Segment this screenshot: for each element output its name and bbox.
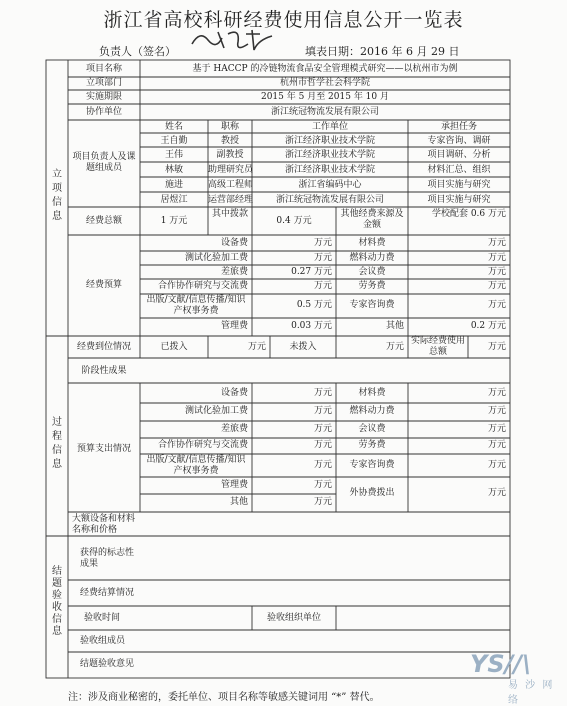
budget-amount: 万元 [487,267,506,277]
spending-item: 材料费 [358,388,386,398]
spending-item: 其他 [229,497,248,507]
member-title: 高级工程师 [208,180,254,190]
watermark-text: 易 沙 网 络 [508,680,555,706]
settlement-label: 经费结算情况 [80,588,135,598]
member-task: 项目实施与研究 [427,195,491,205]
member-name: 居煜江 [160,195,188,205]
received-value: 万元 [247,342,266,352]
spending-amount: 万元 [313,388,332,398]
members-header-title: 职称 [220,122,239,132]
spending-amount: 万元 [487,424,506,434]
members-header-name: 姓名 [164,122,183,132]
budget-amount: 0.03 万元 [291,321,332,331]
budget-item: 测试化验加工费 [184,253,248,263]
budget-item: 材料费 [358,238,386,248]
budget-amount: 万元 [313,253,332,263]
members-header-task: 承担任务 [440,122,477,132]
stage-label: 阶段性成果 [81,366,127,376]
member-title: 教授 [220,136,239,146]
budget-amount: 万元 [487,300,506,310]
spending-item: 出版/文献/信息传播/知识产权事务费 [146,455,246,476]
budget-amount: 万元 [487,238,506,248]
budget-item: 出版/文献/信息传播/知识产权事务费 [146,295,246,316]
svg-text:YS//\: YS//\ [470,650,531,678]
spending-amount: 万元 [487,460,506,470]
member-title: 副教授 [216,150,244,160]
time-label: 验收时间 [84,613,121,623]
project-partner: 浙江统冠物流发展有限公司 [270,107,379,117]
member-task: 项目实施与研究 [427,180,491,190]
budget-item: 合作协作研究与交流费 [157,281,248,291]
spending-amount: 万元 [313,480,332,490]
members-header-org: 工作单位 [311,122,348,132]
spending-item: 燃料动力费 [349,406,395,416]
other-value: 学校配套 0.6 万元 [431,209,506,219]
spending-item: 专家咨询费 [349,460,395,470]
spending-item: 测试化验加工费 [184,406,248,416]
member-title: 运营部经理 [208,195,254,205]
spending-item: 会议费 [358,424,386,434]
project-partner-label: 协作单位 [85,107,122,117]
actual-value: 万元 [487,342,506,352]
spending-amount: 万元 [487,440,506,450]
budget-item: 燃料动力费 [349,253,395,263]
spending-amount: 万元 [313,424,332,434]
spending-item: 劳务费 [358,440,386,450]
spending-amount: 万元 [487,406,506,416]
org-label: 验收组织单位 [266,613,321,623]
responsible-label: 负责人（签名） [99,45,176,58]
budget-amount: 0.2 万元 [470,321,506,331]
member-task: 项目调研、分析 [427,150,491,160]
budget-item: 专家咨询费 [349,300,395,310]
pending-value: 万元 [385,342,404,352]
budget-amount: 0.5 万元 [296,300,332,310]
pending-label: 未拨入 [289,342,317,352]
total-value: 1 万元 [160,216,188,226]
footer-note: 注：涉及商业秘密的，委托单位、项目名称等敏感关键词用 “*” 替代。 [68,692,380,703]
received-label: 已拨入 [160,342,188,352]
project-name-label: 项目名称 [85,64,122,74]
budget-amount: 万元 [313,281,332,291]
page-title: 浙江省高校科研经费使用信息公开一览表 [103,9,464,31]
budget-item: 设备费 [220,238,248,248]
member-task: 专家咨询、调研 [427,136,491,146]
spending-amount: 万元 [487,488,506,498]
member-task: 材料汇总、组织 [427,165,491,175]
budget-item: 会议费 [358,267,386,277]
large-equipment-label: 大额设备和材料名称和价格 [72,514,136,535]
spending-item: 差旅费 [220,424,248,434]
member-name: 施进 [164,180,183,190]
project-period: 2015 年 5 月至 2015 年 10 月 [260,92,389,102]
budget-item: 管理费 [220,321,248,331]
spending-item: 合作协作研究与交流费 [157,440,248,450]
total-label: 经费总额 [85,216,122,226]
other-label: 其他经费来源及金额 [340,209,404,230]
spending-item: 管理费 [220,480,248,490]
opinion-label: 结题验收意见 [80,659,135,669]
group-label: 验收组成员 [80,636,126,646]
achievement-label: 获得的标志性成果 [80,548,135,569]
budget-amount: 万元 [487,253,506,263]
budget-amount: 万元 [313,238,332,248]
member-name: 王自勤 [160,136,188,146]
member-name: 林敏 [164,165,183,175]
watermark-logo [470,648,560,678]
member-org: 浙江经济职业技术学院 [284,136,375,146]
project-dept: 杭州市哲学社会科学院 [279,78,370,88]
spending-label: 预算支出情况 [76,444,131,454]
spending-item: 外协费拨出 [349,488,395,498]
section-project-label: 立项信息 [52,169,62,222]
spending-amount: 万元 [313,406,332,416]
project-period-label: 实施期限 [85,92,122,102]
budget-amount: 0.27 万元 [291,267,332,277]
budget-amount: 万元 [487,281,506,291]
section-process-label: 过程信息 [52,417,62,470]
project-name: 基于 HACCP 的冷链物流食品安全管理模式研究——以杭州市为例 [192,64,458,74]
fill-date: 填表日期：2016 年 6 月 29 日 [305,45,460,58]
budget-item: 其他 [385,321,404,331]
budget-item: 劳务费 [358,281,386,291]
budget-label: 经费预算 [85,280,122,290]
member-org: 浙江经济职业技术学院 [284,150,375,160]
project-dept-label: 立项部门 [85,78,122,88]
section-acceptance-label: 结题验收信息 [52,566,62,637]
member-org: 浙江省编码中心 [298,180,362,190]
members-label: 项目负责人及课题组成员 [72,152,136,173]
spending-item: 设备费 [220,388,248,398]
member-org: 浙江经济职业技术学院 [284,165,375,175]
alloc-value: 0.4 万元 [276,216,312,226]
spending-amount: 万元 [313,497,332,507]
member-name: 王伟 [164,150,183,160]
spending-amount: 万元 [487,388,506,398]
actual-label: 实际经费使用总额 [410,336,465,357]
arrival-label: 经费到位情况 [76,342,131,352]
spending-amount: 万元 [313,440,332,450]
member-org: 浙江统冠物流发展有限公司 [275,195,384,205]
member-title: 助理研究员 [208,165,254,175]
alloc-label: 其中拨款 [212,209,249,219]
spending-amount: 万元 [313,460,332,470]
budget-item: 差旅费 [220,267,248,277]
